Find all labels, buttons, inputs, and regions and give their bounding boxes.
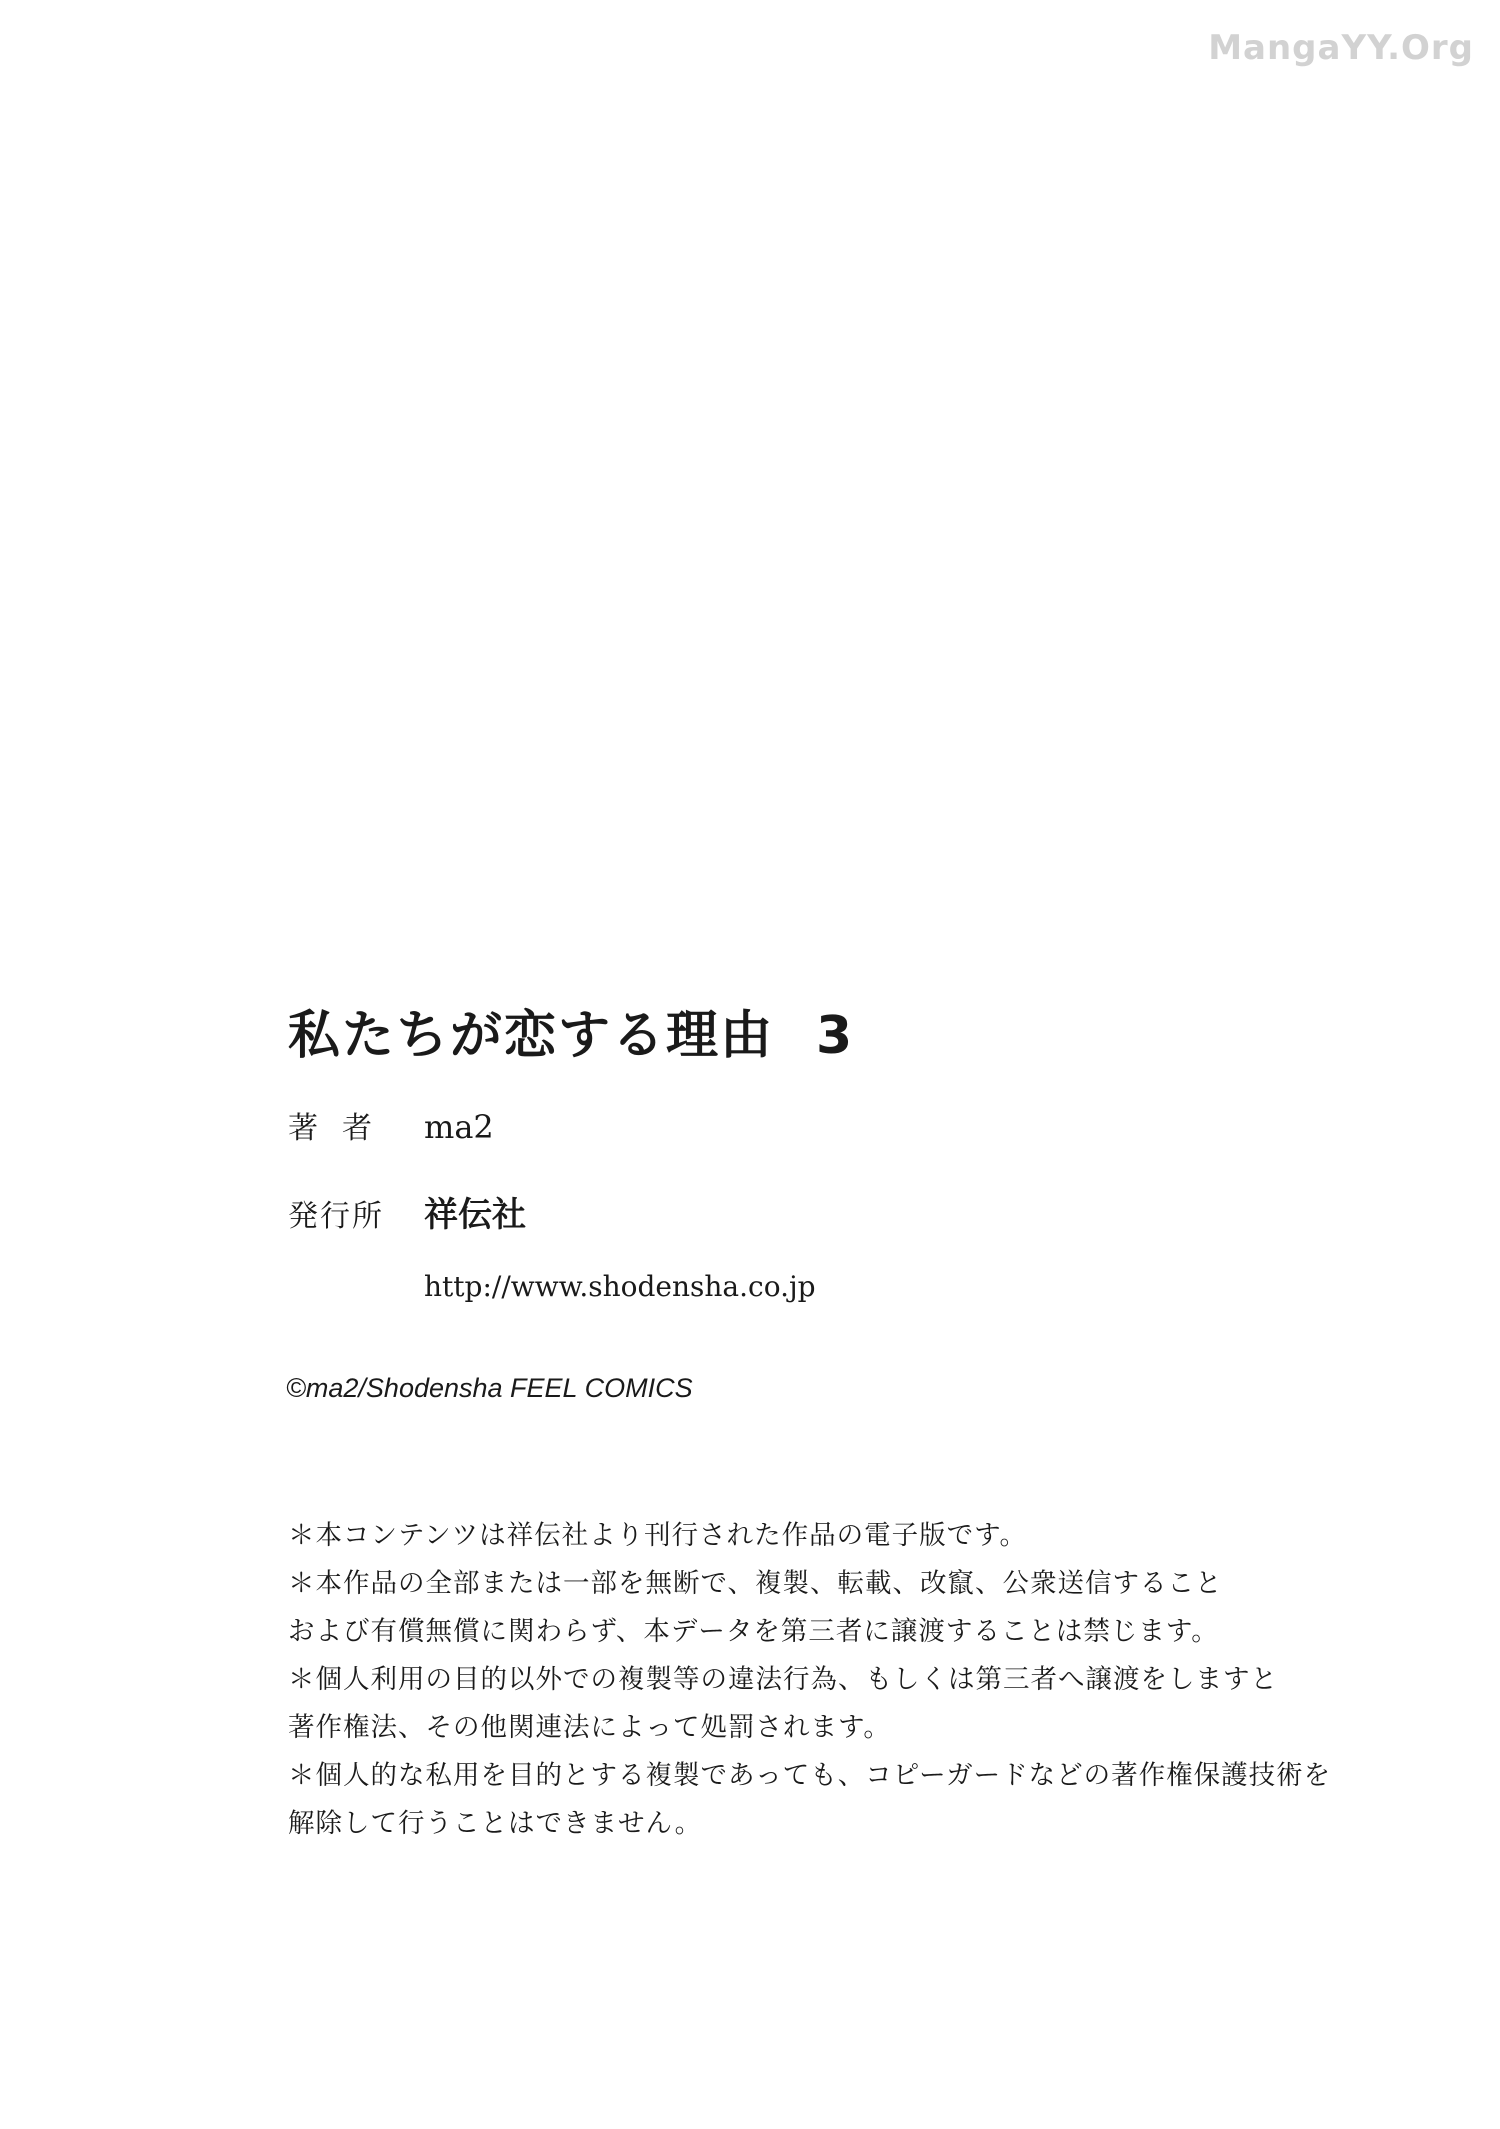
publisher-row	[288, 1195, 1348, 1236]
notice-line: ＊本コンテンツは祥伝社より刊行された作品の電子版です。	[288, 1519, 1028, 1551]
author-name: ma2	[424, 1108, 494, 1146]
notice-line: ＊個人利用の目的以外での複製等の違法行為、もしくは第三者へ譲渡をしますと	[288, 1663, 1278, 1695]
author-label: 著者	[288, 1111, 396, 1146]
site-watermark: MangaYY.Org	[1208, 28, 1474, 68]
notice-line: 解除して行うことはできません。	[288, 1807, 703, 1839]
author-row	[288, 1108, 1348, 1147]
book-title-heading	[288, 1005, 1348, 1066]
publisher-label: 発行所	[288, 1199, 384, 1234]
notice-line: 著作権法、その他関連法によって処罰されます。	[288, 1711, 891, 1743]
copyright-line: ©ma2/Shodensha FEEL COMICS	[286, 1372, 693, 1403]
volume-number: 3	[816, 1006, 855, 1066]
publisher-url: http://www.shodensha.co.jp	[424, 1269, 816, 1303]
legal-notice	[288, 1512, 1348, 1848]
publisher-name: 祥伝社	[424, 1195, 526, 1235]
notice-line: および有償無償に関わらず、本データを第三者に譲渡することは禁じます。	[288, 1615, 1219, 1647]
book-title: 私たちが恋する理由	[288, 1005, 775, 1066]
colophon	[286, 1005, 1348, 1848]
notice-line: ＊個人的な私用を目的とする複製であっても、コピーガードなどの著作権保護技術を	[288, 1759, 1332, 1791]
notice-line: ＊本作品の全部または一部を無断で、複製、転載、改竄、公衆送信すること	[288, 1567, 1223, 1599]
